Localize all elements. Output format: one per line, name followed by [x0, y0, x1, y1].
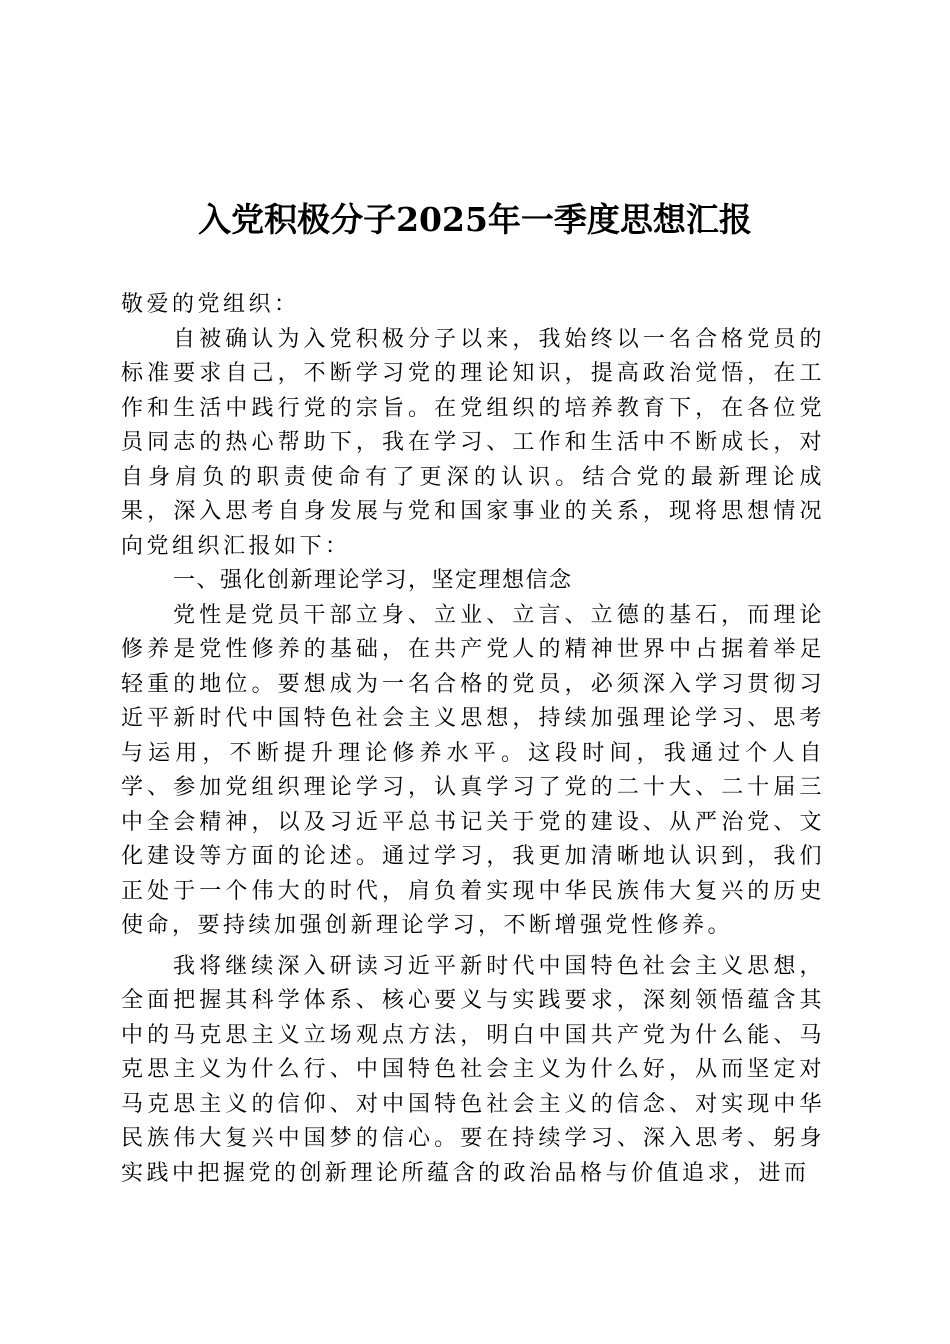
document-title: 入党积极分子2025年一季度思想汇报	[198, 200, 752, 239]
paragraph-section-1-continued: 我将继续深入研读习近平新时代中国特色社会主义思想，全面把握其科学体系、核心要义与实践要求，深刻领悟蕴含其中的马克思主义立场观点方法，明白中国共产党为什么能、马克思主义为什么行、中国特色社会主义为什么好，从而坚定对马克思主义的信仰、对中国特色社会主义的信念、对实现中华民族伟大复兴中国梦的信心。要在持续学习、深入思考、躬身实践中把握党的创新理论所蕴含的政治品格与价值追求，进而	[121, 953, 825, 1186]
paragraph-section-1: 党性是党员干部立身、立业、立言、立德的基石，而理论修养是党性修养的基础，在共产党人的精神世界中占据着举足轻重的地位。要想成为一名合格的党员，必须深入学习贯彻习近平新时代中国特色社会主义思想，持续加强理论学习、思考与运用，不断提升理论修养水平。这段时间，我通过个人自学、参加党组织理论学习，认真学习了党的二十大、二十届三中全会精神，以及习近平总书记关于党的建设、从严治党、文化建设等方面的论述。通过学习，我更加清晰地认识到，我们正处于一个伟大的时代，肩负着实现中华民族伟大复兴的历史使命，要持续加强创新理论学习，不断增强党性修养。	[121, 602, 825, 938]
salutation: 敬爱的党组织：	[121, 292, 300, 317]
document-body	[121, 288, 825, 1191]
paragraph-intro: 自被确认为入党积极分子以来，我始终以一名合格党员的标准要求自己，不断学习党的理论知识，提高政治觉悟，在工作和生活中践行党的宗旨。在党组织的培养教育下，在各位党员同志的热心帮助下，我在学习、工作和生活中不断成长，对自身肩负的职责使命有了更深的认识。结合党的最新理论成果，深入思考自身发展与党和国家事业的关系，现将思想情况向党组织汇报如下：	[121, 326, 825, 559]
section-heading-1: 一、强化创新理论学习，坚定理想信念	[173, 568, 573, 593]
